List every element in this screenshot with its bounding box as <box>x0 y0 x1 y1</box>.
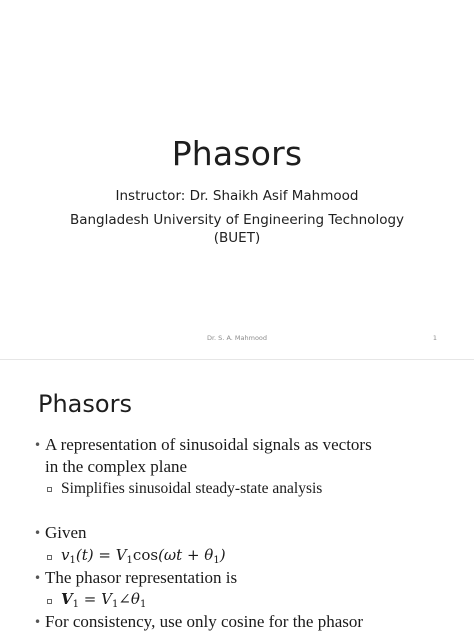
instructor-line: Instructor: Dr. Shaikh Asif Mahmood <box>115 188 359 204</box>
sub-bullet-text: Simplifies sinusoidal steady-state analysis <box>61 480 323 497</box>
bullet-text: The phasor representation is <box>45 568 238 587</box>
square-bullet-icon <box>47 487 52 492</box>
slide-title: Phasors <box>38 390 132 418</box>
bullet-text-continuation: in the complex plane <box>45 457 188 476</box>
university-abbr-line: (BUET) <box>213 230 261 246</box>
equation-phasor: $V_1$ = $V_1\angle\theta_1$ <box>61 590 147 610</box>
slide-title: Phasors <box>171 134 303 173</box>
bullet-text: Given <box>45 523 87 542</box>
bullet-dot-icon: • <box>34 526 42 540</box>
bullet-dot-icon: • <box>34 571 42 585</box>
square-bullet-icon <box>47 555 52 560</box>
content-slide <box>0 360 474 632</box>
square-bullet-icon <box>47 599 52 604</box>
bullet-text: A representation of sinusoidal signals as vectors <box>45 435 372 454</box>
slide-footer-author: Dr. S. A. Mahmood <box>206 334 268 342</box>
university-line: Bangladesh University of Engineering Technology <box>69 212 405 228</box>
slide-page-number: 1 <box>432 334 437 342</box>
bullet-dot-icon: • <box>34 438 42 452</box>
equation-v1: $v_1(t) = V_1\cos(\omega t + \theta_1)$ <box>61 546 226 566</box>
bullet-text: For consistency, use only cosine for the phasor <box>45 612 364 631</box>
bullet-dot-icon: • <box>34 615 42 629</box>
